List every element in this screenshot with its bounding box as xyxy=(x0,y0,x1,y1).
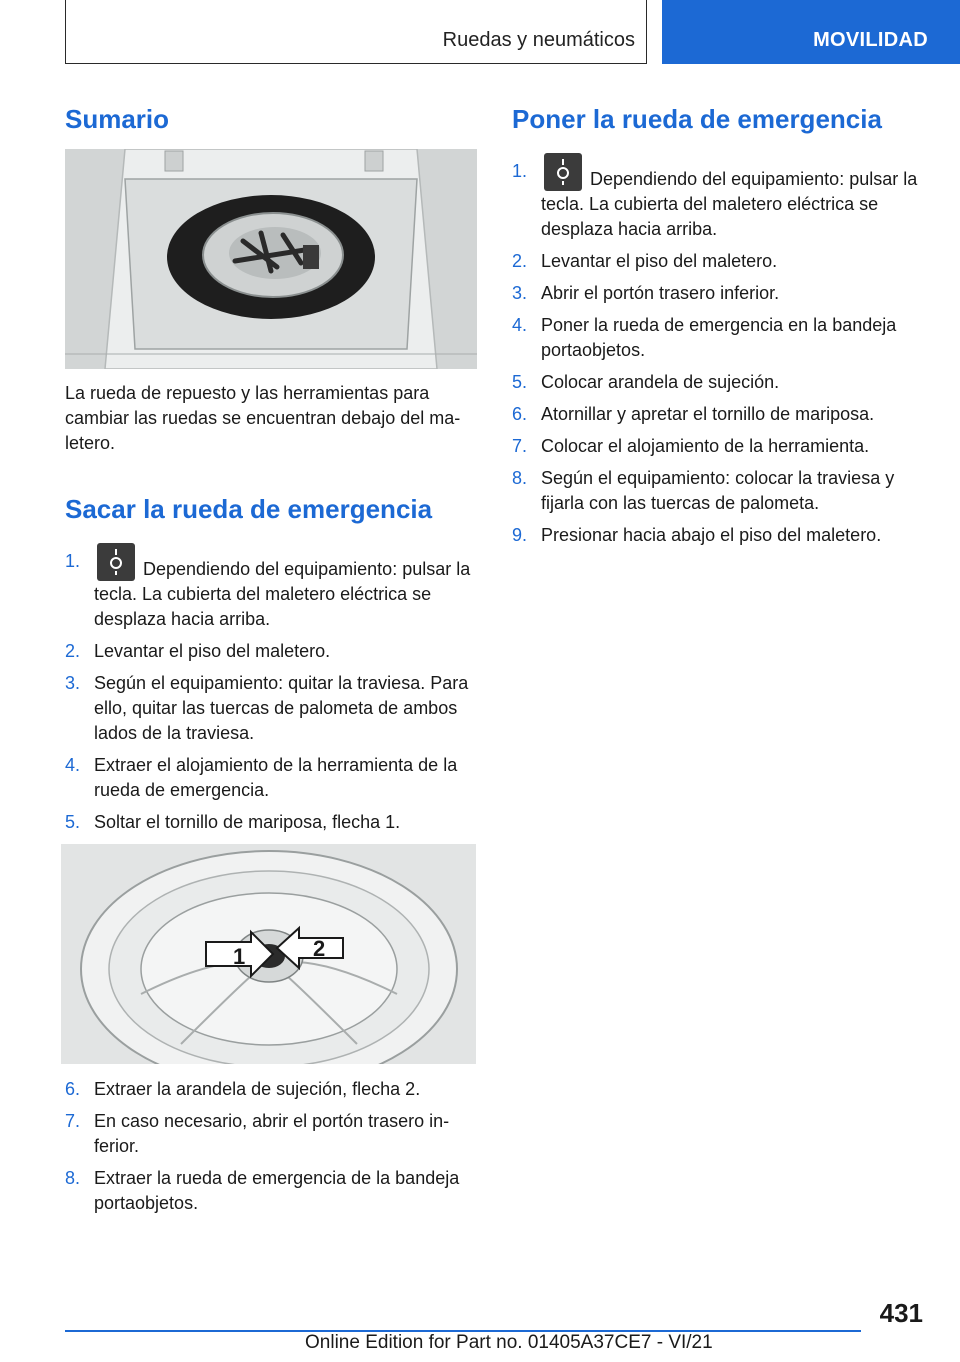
step-text: Dependiendo del equipamiento: pulsar la tecla. La cubierta del maletero eléctrica se desplaza hacia arriba. xyxy=(541,169,918,239)
arrow-1-label: 1 xyxy=(233,944,246,969)
step-number: 5. xyxy=(65,812,81,832)
list-item xyxy=(65,671,477,746)
list-item xyxy=(65,1166,477,1216)
list-item xyxy=(512,402,922,427)
step-text: Atornillar y apretar el tornillo de mariposa. xyxy=(541,404,875,424)
list-item xyxy=(512,523,922,548)
step-text: Según el equipamiento: colocar la traviesa y fijarla con las tuercas de palometa. xyxy=(541,468,895,513)
step-number: 8. xyxy=(65,1168,81,1188)
step-number: 6. xyxy=(65,1079,81,1099)
wing-bolt-illustration xyxy=(61,844,476,1064)
step-text: Presionar hacia abajo el piso del maletero. xyxy=(541,525,882,545)
step-text: Extraer el alojamiento de la herramienta de la rueda de emergencia. xyxy=(94,755,458,800)
step-text: Soltar el tornillo de mariposa, flecha 1. xyxy=(94,812,401,832)
trunk-spare-wheel-drawing xyxy=(65,149,477,369)
list-item xyxy=(65,810,477,835)
list-item xyxy=(512,313,922,363)
list-item xyxy=(65,549,477,632)
step-text: Levantar el piso del maletero. xyxy=(94,641,331,661)
step-number: 2. xyxy=(512,251,528,271)
step-number: 7. xyxy=(512,436,528,456)
trunk-spare-wheel-illustration xyxy=(65,149,477,369)
step-text: En caso necesario, abrir el portón trasero in-ferior. xyxy=(94,1111,450,1156)
step-text: Dependiendo del equipamiento: pulsar la tecla. La cubierta del maletero eléctrica se desplaza hacia arriba. xyxy=(94,559,471,629)
poner-heading: Poner la rueda de emergencia xyxy=(512,104,882,134)
step-number: 9. xyxy=(512,525,528,545)
list-item xyxy=(512,370,922,395)
list-item xyxy=(65,639,477,664)
page-number: 431 xyxy=(879,1298,923,1328)
step-text: Colocar arandela de sujeción. xyxy=(541,372,780,392)
sumario-text: La rueda de repuesto y las herramientas para cambiar las ruedas se encuentran debajo del ma-letero. xyxy=(65,383,461,453)
step-number: 7. xyxy=(65,1111,81,1131)
step-number: 4. xyxy=(65,755,81,775)
step-number: 5. xyxy=(512,372,528,392)
step-text: Según el equipamiento: quitar la traviesa. Para ello, quitar las tuercas de palometa de ambos lados de la traviesa. xyxy=(94,673,469,743)
step-text: Abrir el portón trasero inferior. xyxy=(541,283,780,303)
sacar-steps-list-continued xyxy=(65,1077,477,1223)
step-number: 4. xyxy=(512,315,528,335)
step-text: Levantar el piso del maletero. xyxy=(541,251,778,271)
list-item xyxy=(512,159,922,242)
sumario-heading: Sumario xyxy=(65,104,170,134)
list-item xyxy=(65,1077,477,1102)
edition-note: Online Edition for Part no. 01405A37CE7 - VI/21 xyxy=(305,1332,713,1353)
step-number: 2. xyxy=(65,641,81,661)
step-number: 6. xyxy=(512,404,528,424)
chapter-tab-label: MOVILIDAD xyxy=(813,29,928,51)
list-item xyxy=(512,281,922,306)
sacar-heading: Sacar la rueda de emergencia xyxy=(65,494,433,524)
list-item xyxy=(512,249,922,274)
poner-steps-list xyxy=(512,159,922,555)
list-item xyxy=(512,466,922,516)
step-text: Extraer la rueda de emergencia de la bandeja portaobjetos. xyxy=(94,1168,460,1213)
step-number: 3. xyxy=(65,673,81,693)
section-title: Ruedas y neumáticos xyxy=(442,29,635,51)
list-item xyxy=(65,1109,477,1159)
step-text: Extraer la arandela de sujeción, flecha 2. xyxy=(94,1079,421,1099)
list-item xyxy=(512,434,922,459)
step-text: Poner la rueda de emergencia en la bandeja portaobjetos. xyxy=(541,315,897,360)
step-number: 1. xyxy=(512,161,528,181)
trunk-cover-button-icon xyxy=(97,543,135,581)
step-number: 3. xyxy=(512,283,528,303)
wing-bolt-drawing xyxy=(61,844,476,1064)
step-number: 8. xyxy=(512,468,528,488)
sacar-steps-list xyxy=(65,549,477,842)
step-text: Colocar el alojamiento de la herramienta. xyxy=(541,436,870,456)
trunk-cover-button-icon xyxy=(544,153,582,191)
step-number: 1. xyxy=(65,551,81,571)
chapter-tab[interactable] xyxy=(662,0,960,64)
list-item xyxy=(65,753,477,803)
arrow-2-label: 2 xyxy=(313,936,326,961)
